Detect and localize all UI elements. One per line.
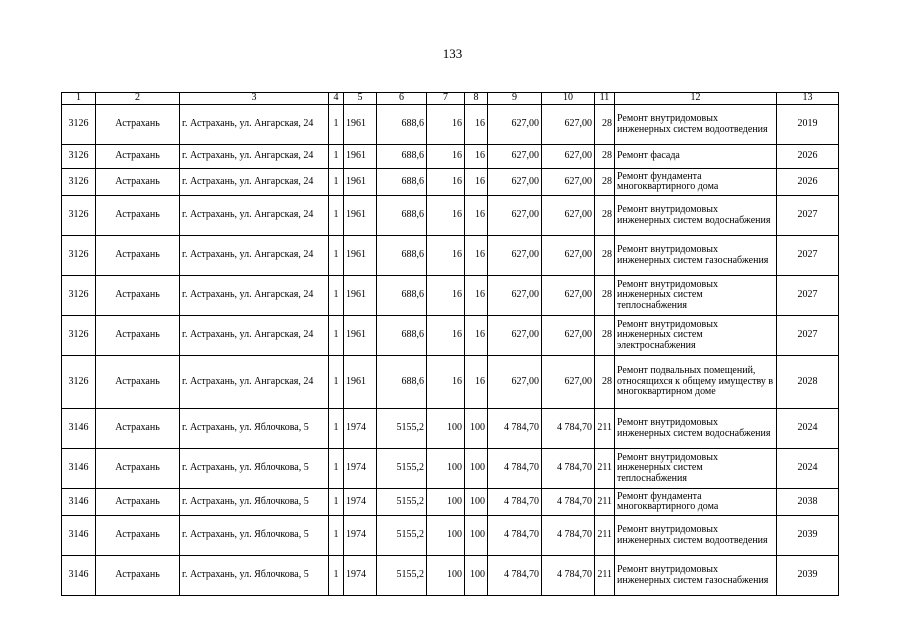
- table-row: [62, 145, 839, 169]
- table-row: [62, 236, 839, 276]
- planned-year-cell: 2026: [777, 145, 839, 169]
- building-id-cell: 3126: [62, 276, 96, 316]
- address-cell: г. Астрахань, ул. Ангарская, 24: [180, 236, 329, 276]
- column-9-cell: 627,00: [488, 276, 542, 316]
- area-cell: 688,6: [377, 105, 427, 145]
- column-number: 1: [62, 93, 96, 105]
- year-cell: 1974: [344, 556, 377, 596]
- column-11-cell: 211: [595, 489, 615, 516]
- city-cell: Астрахань: [96, 196, 180, 236]
- column-number: 12: [615, 93, 777, 105]
- column-11-cell: 28: [595, 276, 615, 316]
- building-id-cell: 3146: [62, 409, 96, 449]
- year-cell: 1961: [344, 276, 377, 316]
- column-11-cell: 28: [595, 105, 615, 145]
- repair-work-cell: Ремонт внутридомовых инженерных систем газоснабжения: [615, 556, 777, 596]
- column-8-cell: 100: [465, 556, 488, 596]
- planned-year-cell: 2027: [777, 276, 839, 316]
- column-8-cell: 100: [465, 489, 488, 516]
- column-number: 8: [465, 93, 488, 105]
- column-10-cell: 627,00: [542, 276, 595, 316]
- column-7-cell: 16: [427, 169, 465, 196]
- column-7-cell: 100: [427, 409, 465, 449]
- table-row: [62, 169, 839, 196]
- column-10-cell: 4 784,70: [542, 489, 595, 516]
- area-cell: 5155,2: [377, 409, 427, 449]
- repair-work-cell: Ремонт внутридомовых инженерных систем водоотведения: [615, 105, 777, 145]
- column-8-cell: 16: [465, 145, 488, 169]
- year-cell: 1974: [344, 489, 377, 516]
- capital-repair-table: [61, 92, 839, 596]
- column-4-cell: 1: [329, 489, 344, 516]
- column-11-cell: 28: [595, 236, 615, 276]
- column-number: 10: [542, 93, 595, 105]
- planned-year-cell: 2024: [777, 449, 839, 489]
- repair-work-cell: Ремонт внутридомовых инженерных систем водоснабжения: [615, 196, 777, 236]
- column-8-cell: 16: [465, 196, 488, 236]
- column-8-cell: 16: [465, 316, 488, 356]
- column-4-cell: 1: [329, 169, 344, 196]
- column-9-cell: 627,00: [488, 236, 542, 276]
- planned-year-cell: 2039: [777, 556, 839, 596]
- column-11-cell: 211: [595, 449, 615, 489]
- year-cell: 1961: [344, 236, 377, 276]
- planned-year-cell: 2038: [777, 489, 839, 516]
- city-cell: Астрахань: [96, 276, 180, 316]
- repair-work-cell: Ремонт внутридомовых инженерных систем теплоснабжения: [615, 449, 777, 489]
- column-11-cell: 28: [595, 145, 615, 169]
- table-row: [62, 489, 839, 516]
- column-7-cell: 16: [427, 145, 465, 169]
- year-cell: 1974: [344, 409, 377, 449]
- city-cell: Астрахань: [96, 449, 180, 489]
- address-cell: г. Астрахань, ул. Ангарская, 24: [180, 196, 329, 236]
- page-number: 133: [442, 46, 463, 61]
- column-number: 7: [427, 93, 465, 105]
- column-8-cell: 100: [465, 409, 488, 449]
- column-11-cell: 211: [595, 556, 615, 596]
- column-4-cell: 1: [329, 409, 344, 449]
- area-cell: 5155,2: [377, 489, 427, 516]
- address-cell: г. Астрахань, ул. Ангарская, 24: [180, 276, 329, 316]
- column-4-cell: 1: [329, 105, 344, 145]
- city-cell: Астрахань: [96, 105, 180, 145]
- address-cell: г. Астрахань, ул. Ангарская, 24: [180, 316, 329, 356]
- column-number: 13: [777, 93, 839, 105]
- year-cell: 1961: [344, 145, 377, 169]
- building-id-cell: 3146: [62, 516, 96, 556]
- column-10-cell: 627,00: [542, 145, 595, 169]
- planned-year-cell: 2027: [777, 196, 839, 236]
- column-9-cell: 627,00: [488, 169, 542, 196]
- planned-year-cell: 2024: [777, 409, 839, 449]
- building-id-cell: 3146: [62, 556, 96, 596]
- city-cell: Астрахань: [96, 169, 180, 196]
- column-10-cell: 4 784,70: [542, 409, 595, 449]
- city-cell: Астрахань: [96, 556, 180, 596]
- column-9-cell: 4 784,70: [488, 449, 542, 489]
- area-cell: 688,6: [377, 236, 427, 276]
- building-id-cell: 3126: [62, 236, 96, 276]
- area-cell: 5155,2: [377, 556, 427, 596]
- column-number: 4: [329, 93, 344, 105]
- planned-year-cell: 2027: [777, 316, 839, 356]
- planned-year-cell: 2028: [777, 356, 839, 409]
- address-cell: г. Астрахань, ул. Яблочкова, 5: [180, 489, 329, 516]
- column-9-cell: 627,00: [488, 145, 542, 169]
- address-cell: г. Астрахань, ул. Ангарская, 24: [180, 169, 329, 196]
- repair-work-cell: Ремонт внутридомовых инженерных систем водоснабжения: [615, 409, 777, 449]
- column-9-cell: 4 784,70: [488, 516, 542, 556]
- area-cell: 688,6: [377, 145, 427, 169]
- table-row: [62, 196, 839, 236]
- repair-work-cell: Ремонт внутридомовых инженерных систем электроснабжения: [615, 316, 777, 356]
- column-4-cell: 1: [329, 556, 344, 596]
- area-cell: 688,6: [377, 196, 427, 236]
- column-number: 5: [344, 93, 377, 105]
- column-number: 6: [377, 93, 427, 105]
- year-cell: 1961: [344, 105, 377, 145]
- area-cell: 688,6: [377, 316, 427, 356]
- column-10-cell: 627,00: [542, 196, 595, 236]
- column-number: 9: [488, 93, 542, 105]
- column-7-cell: 16: [427, 316, 465, 356]
- column-number: 2: [96, 93, 180, 105]
- column-10-cell: 627,00: [542, 316, 595, 356]
- address-cell: г. Астрахань, ул. Яблочкова, 5: [180, 516, 329, 556]
- area-cell: 688,6: [377, 356, 427, 409]
- city-cell: Астрахань: [96, 316, 180, 356]
- area-cell: 5155,2: [377, 516, 427, 556]
- address-cell: г. Астрахань, ул. Яблочкова, 5: [180, 409, 329, 449]
- address-cell: г. Астрахань, ул. Яблочкова, 5: [180, 556, 329, 596]
- column-4-cell: 1: [329, 196, 344, 236]
- column-7-cell: 16: [427, 236, 465, 276]
- column-8-cell: 16: [465, 236, 488, 276]
- column-4-cell: 1: [329, 316, 344, 356]
- address-cell: г. Астрахань, ул. Ангарская, 24: [180, 105, 329, 145]
- address-cell: г. Астрахань, ул. Яблочкова, 5: [180, 449, 329, 489]
- column-11-cell: 28: [595, 316, 615, 356]
- repair-work-cell: Ремонт подвальных помещений, относящихся к общему имуществу в многоквартирном доме: [615, 356, 777, 409]
- column-7-cell: 16: [427, 196, 465, 236]
- column-11-cell: 28: [595, 196, 615, 236]
- column-7-cell: 100: [427, 489, 465, 516]
- building-id-cell: 3126: [62, 105, 96, 145]
- column-4-cell: 1: [329, 236, 344, 276]
- column-10-cell: 4 784,70: [542, 556, 595, 596]
- area-cell: 688,6: [377, 276, 427, 316]
- city-cell: Астрахань: [96, 356, 180, 409]
- building-id-cell: 3126: [62, 169, 96, 196]
- building-id-cell: 3126: [62, 145, 96, 169]
- repair-work-cell: Ремонт фундамента многоквартирного дома: [615, 169, 777, 196]
- repair-work-cell: Ремонт внутридомовых инженерных систем теплоснабжения: [615, 276, 777, 316]
- column-4-cell: 1: [329, 145, 344, 169]
- column-9-cell: 4 784,70: [488, 489, 542, 516]
- table-row: [62, 409, 839, 449]
- column-10-cell: 627,00: [542, 169, 595, 196]
- address-cell: г. Астрахань, ул. Ангарская, 24: [180, 145, 329, 169]
- city-cell: Астрахань: [96, 145, 180, 169]
- repair-work-cell: Ремонт внутридомовых инженерных систем водоотведения: [615, 516, 777, 556]
- column-8-cell: 16: [465, 105, 488, 145]
- city-cell: Астрахань: [96, 489, 180, 516]
- column-4-cell: 1: [329, 276, 344, 316]
- table-row: [62, 276, 839, 316]
- repair-work-cell: Ремонт фундамента многоквартирного дома: [615, 489, 777, 516]
- city-cell: Астрахань: [96, 409, 180, 449]
- column-11-cell: 211: [595, 409, 615, 449]
- building-id-cell: 3146: [62, 449, 96, 489]
- year-cell: 1974: [344, 449, 377, 489]
- column-9-cell: 627,00: [488, 316, 542, 356]
- table-row: [62, 556, 839, 596]
- column-9-cell: 627,00: [488, 356, 542, 409]
- column-9-cell: 627,00: [488, 196, 542, 236]
- year-cell: 1961: [344, 316, 377, 356]
- planned-year-cell: 2026: [777, 169, 839, 196]
- address-cell: г. Астрахань, ул. Ангарская, 24: [180, 356, 329, 409]
- column-7-cell: 16: [427, 105, 465, 145]
- column-10-cell: 627,00: [542, 236, 595, 276]
- area-cell: 688,6: [377, 169, 427, 196]
- column-4-cell: 1: [329, 516, 344, 556]
- column-7-cell: 16: [427, 276, 465, 316]
- column-7-cell: 100: [427, 516, 465, 556]
- column-10-cell: 4 784,70: [542, 516, 595, 556]
- city-cell: Астрахань: [96, 236, 180, 276]
- column-8-cell: 100: [465, 449, 488, 489]
- repair-work-cell: Ремонт фасада: [615, 145, 777, 169]
- year-cell: 1961: [344, 196, 377, 236]
- building-id-cell: 3126: [62, 356, 96, 409]
- building-id-cell: 3126: [62, 316, 96, 356]
- column-7-cell: 100: [427, 449, 465, 489]
- year-cell: 1961: [344, 356, 377, 409]
- column-9-cell: 627,00: [488, 105, 542, 145]
- column-10-cell: 4 784,70: [542, 449, 595, 489]
- table-row: [62, 516, 839, 556]
- table-row: [62, 449, 839, 489]
- planned-year-cell: 2019: [777, 105, 839, 145]
- year-cell: 1974: [344, 516, 377, 556]
- column-10-cell: 627,00: [542, 356, 595, 409]
- column-number: 3: [180, 93, 329, 105]
- column-11-cell: 211: [595, 516, 615, 556]
- column-11-cell: 28: [595, 356, 615, 409]
- column-8-cell: 16: [465, 276, 488, 316]
- planned-year-cell: 2027: [777, 236, 839, 276]
- column-7-cell: 16: [427, 356, 465, 409]
- column-4-cell: 1: [329, 356, 344, 409]
- table-row: [62, 316, 839, 356]
- area-cell: 5155,2: [377, 449, 427, 489]
- column-number: 11: [595, 93, 615, 105]
- column-4-cell: 1: [329, 449, 344, 489]
- column-number-row: [62, 93, 839, 105]
- table-row: [62, 356, 839, 409]
- column-11-cell: 28: [595, 169, 615, 196]
- column-8-cell: 16: [465, 169, 488, 196]
- column-10-cell: 627,00: [542, 105, 595, 145]
- column-9-cell: 4 784,70: [488, 409, 542, 449]
- building-id-cell: 3146: [62, 489, 96, 516]
- column-9-cell: 4 784,70: [488, 556, 542, 596]
- repair-work-cell: Ремонт внутридомовых инженерных систем газоснабжения: [615, 236, 777, 276]
- table-row: [62, 105, 839, 145]
- column-8-cell: 16: [465, 356, 488, 409]
- year-cell: 1961: [344, 169, 377, 196]
- planned-year-cell: 2039: [777, 516, 839, 556]
- city-cell: Астрахань: [96, 516, 180, 556]
- column-8-cell: 100: [465, 516, 488, 556]
- column-7-cell: 100: [427, 556, 465, 596]
- building-id-cell: 3126: [62, 196, 96, 236]
